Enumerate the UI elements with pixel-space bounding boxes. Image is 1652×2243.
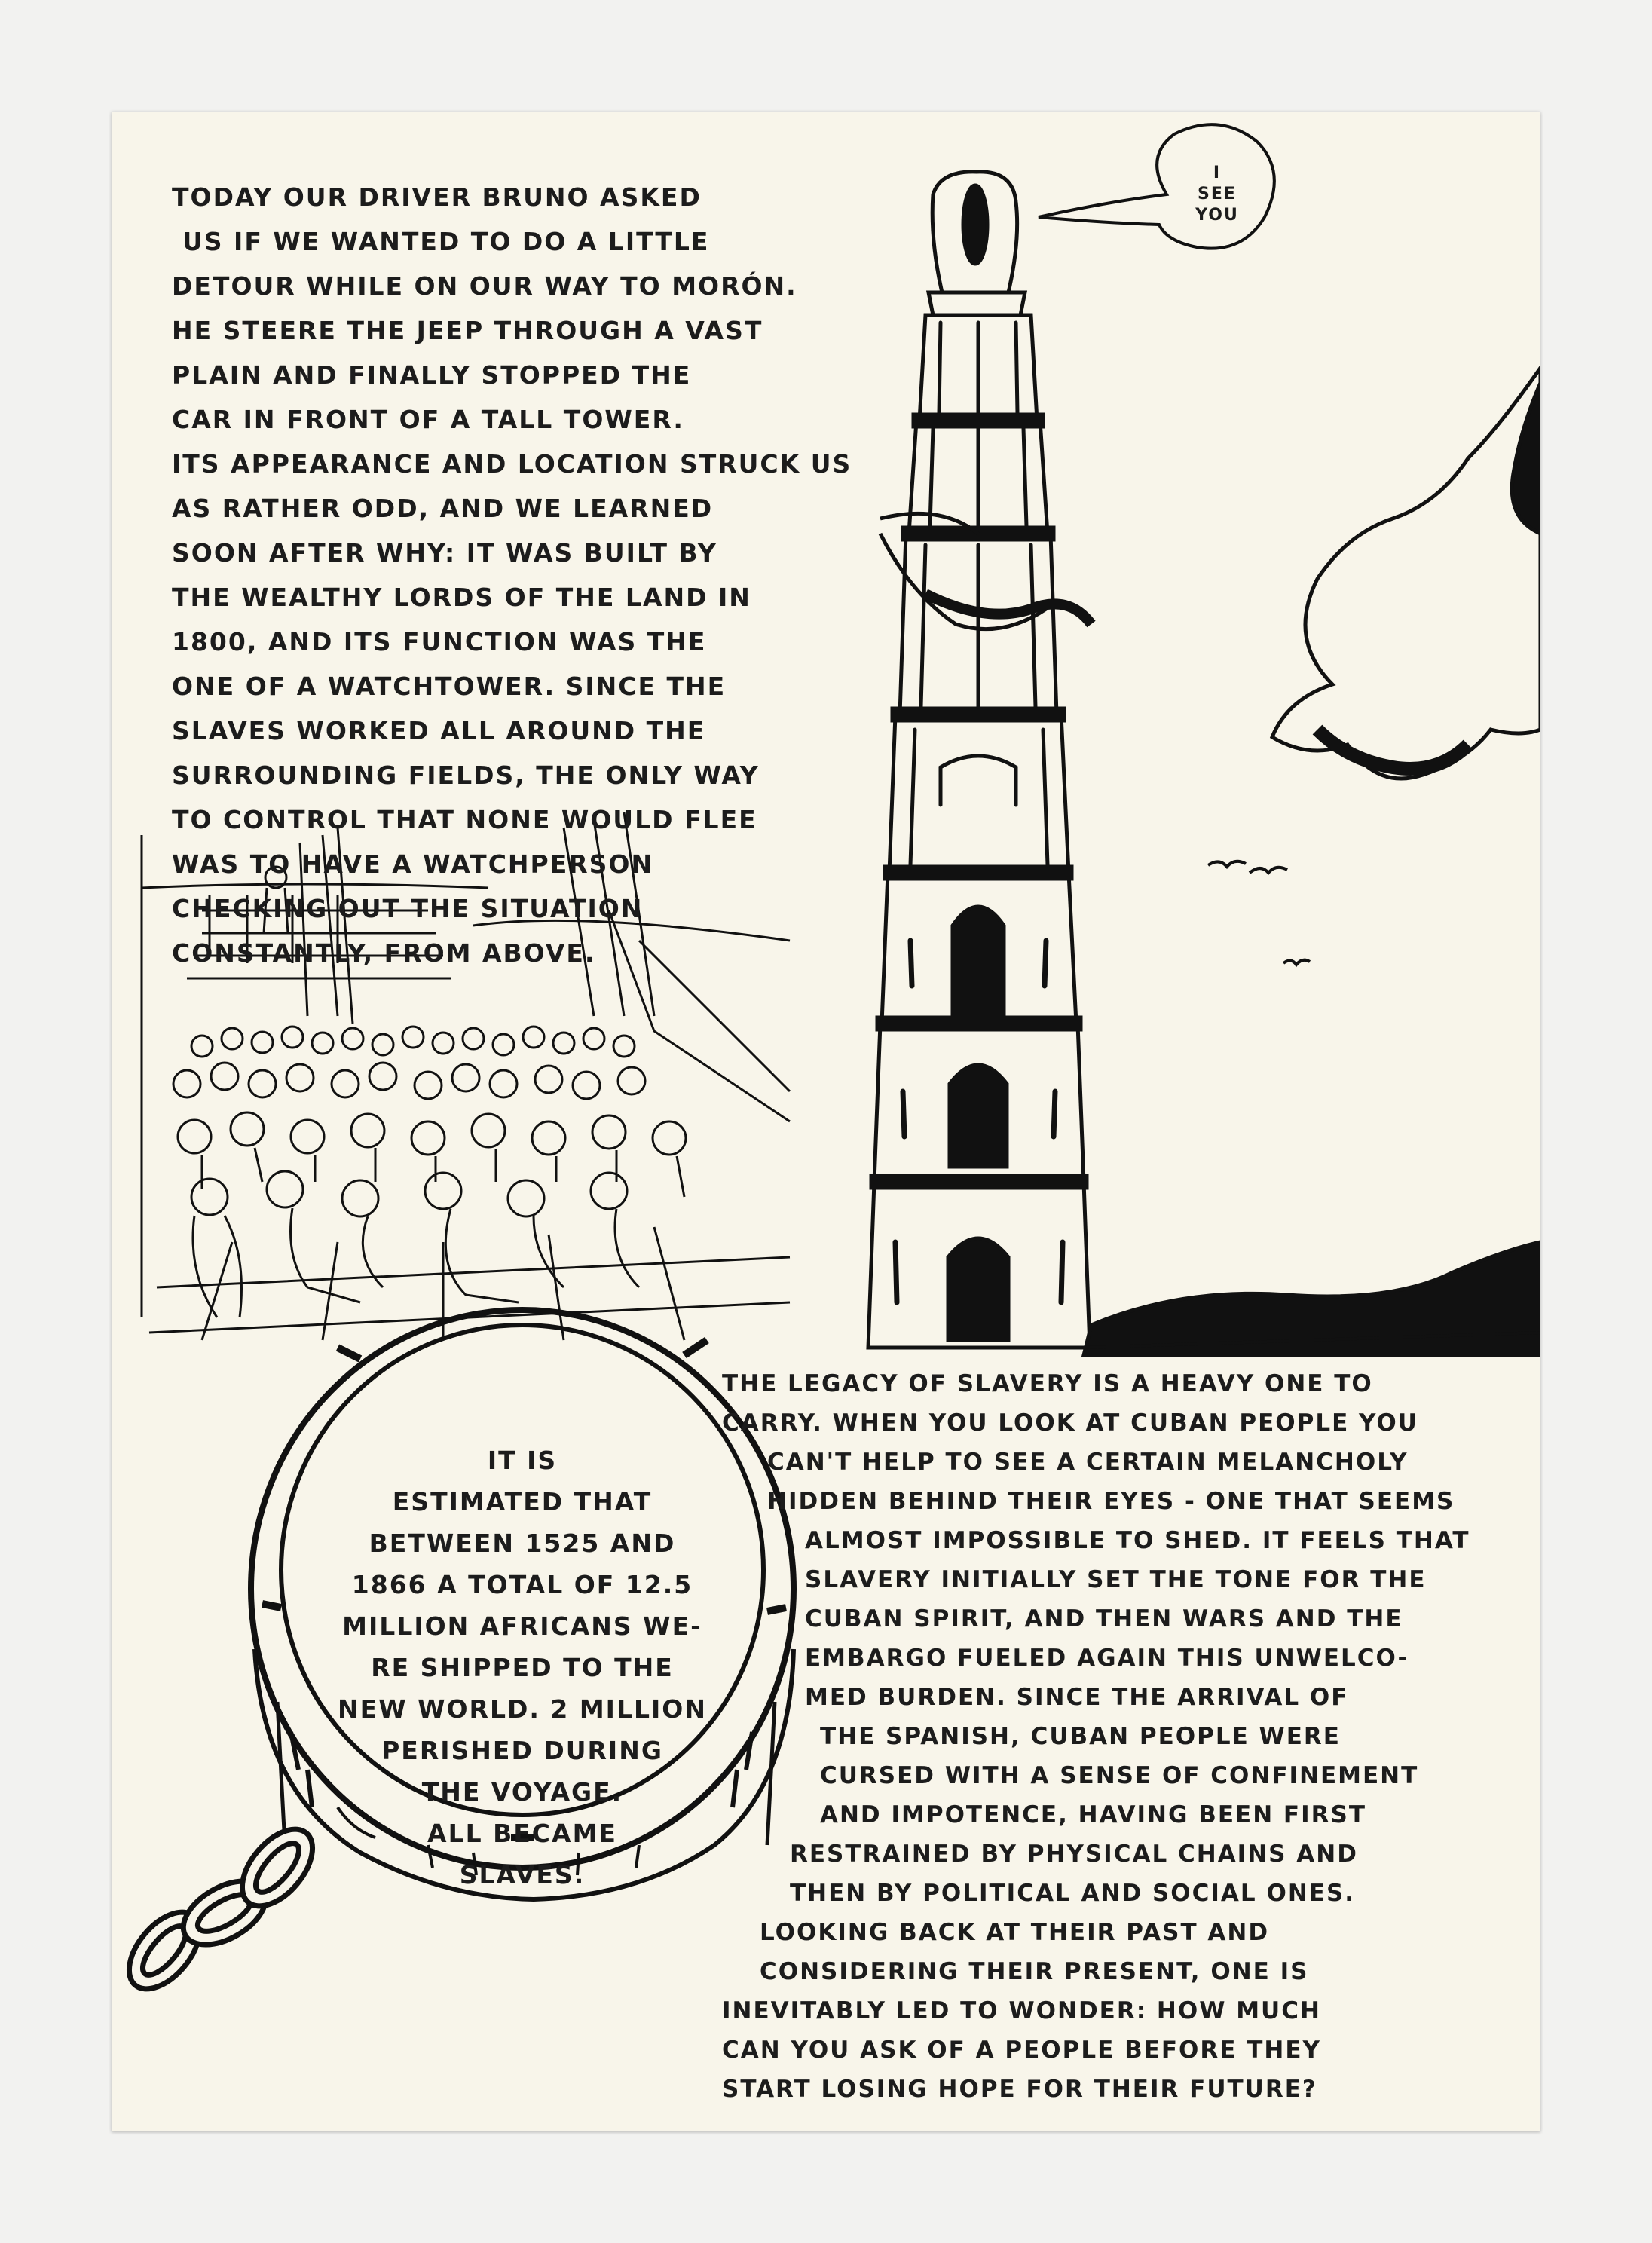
text-line: CUBAN SPIRIT, AND THEN WARS AND THE bbox=[805, 1605, 1403, 1633]
text-line: BETWEEN 1525 AND bbox=[369, 1528, 676, 1558]
text-line: ITS APPEARANCE AND LOCATION STRUCK US bbox=[172, 449, 852, 479]
text-line: ALL BECAME bbox=[427, 1819, 617, 1848]
speech-line: YOU bbox=[1195, 206, 1239, 225]
text-line: THE SPANISH, CUBAN PEOPLE WERE bbox=[820, 1723, 1341, 1750]
text-line: CHECKING OUT THE SITUATION bbox=[172, 894, 644, 923]
text-line: MILLION AFRICANS WE- bbox=[342, 1611, 702, 1641]
speech-line: SEE bbox=[1198, 185, 1237, 203]
text-line: CONSTANTLY, FROM ABOVE. bbox=[172, 938, 596, 968]
text-line: 1800, AND ITS FUNCTION WAS THE bbox=[172, 627, 707, 656]
text-line: ALMOST IMPOSSIBLE TO SHED. IT FEELS THAT bbox=[805, 1527, 1470, 1554]
text-line: SLAVES WORKED ALL AROUND THE bbox=[172, 716, 706, 745]
chain-illustration bbox=[115, 1816, 326, 2002]
text-line: CONSIDERING THEIR PRESENT, ONE IS bbox=[760, 1958, 1309, 1985]
text-line: CARRY. WHEN YOU LOOK AT CUBAN PEOPLE YOU bbox=[722, 1409, 1418, 1437]
text-line: AND IMPOTENCE, HAVING BEEN FIRST bbox=[820, 1801, 1366, 1828]
text-line: 1866 A TOTAL OF 12.5 bbox=[351, 1570, 693, 1599]
legacy-paragraph bbox=[722, 1364, 1536, 2109]
text-line: RE SHIPPED TO THE bbox=[371, 1653, 674, 1682]
text-line: PERISHED DURING bbox=[381, 1736, 663, 1765]
text-line: LOOKING BACK AT THEIR PAST AND bbox=[760, 1919, 1270, 1946]
text-line: SLAVES. bbox=[459, 1860, 586, 1890]
speech-line: I bbox=[1213, 164, 1222, 182]
text-line: THEN BY POLITICAL AND SOCIAL ONES. bbox=[790, 1880, 1356, 1907]
text-line: US IF WE WANTED TO DO A LITTLE bbox=[182, 227, 710, 256]
text-line: SLAVERY INITIALLY SET THE TONE FOR THE bbox=[805, 1566, 1427, 1593]
text-line: AS RATHER ODD, AND WE LEARNED bbox=[172, 494, 714, 523]
text-line: WAS TO HAVE A WATCHPERSON bbox=[172, 849, 654, 879]
text-line: THE LEGACY OF SLAVERY IS A HEAVY ONE TO bbox=[722, 1370, 1373, 1397]
text-line: DETOUR WHILE ON OUR WAY TO MORÓN. bbox=[172, 271, 797, 301]
text-line: THE VOYAGE. bbox=[421, 1777, 623, 1807]
text-line: CURSED WITH A SENSE OF CONFINEMENT bbox=[820, 1762, 1419, 1789]
text-line: CAN YOU ASK OF A PEOPLE BEFORE THEY bbox=[722, 2036, 1321, 2064]
text-line: SOON AFTER WHY: IT WAS BUILT BY bbox=[172, 538, 717, 568]
speech-bubble-text bbox=[1176, 163, 1259, 226]
text-line: MED BURDEN. SINCE THE ARRIVAL OF bbox=[805, 1684, 1349, 1711]
text-line: PLAIN AND FINALLY STOPPED THE bbox=[172, 360, 692, 390]
text-line: TO CONTROL THAT NONE WOULD FLEE bbox=[172, 805, 757, 834]
text-line: TODAY OUR DRIVER BRUNO ASKED bbox=[172, 182, 702, 212]
comic-page bbox=[112, 112, 1540, 2131]
text-line: INEVITABLY LED TO WONDER: HOW MUCH bbox=[722, 1997, 1321, 2024]
text-line: ONE OF A WATCHTOWER. SINCE THE bbox=[172, 672, 727, 701]
text-line: EMBARGO FUELED AGAIN THIS UNWELCO- bbox=[805, 1645, 1409, 1672]
text-line: ESTIMATED THAT bbox=[392, 1487, 653, 1516]
text-line: HIDDEN BEHIND THEIR EYES - ONE THAT SEEMS bbox=[767, 1488, 1455, 1515]
intro-paragraph bbox=[172, 175, 850, 975]
text-line: IT IS bbox=[487, 1446, 558, 1475]
text-line: RESTRAINED BY PHYSICAL CHAINS AND bbox=[790, 1841, 1358, 1868]
shackle-ring-text bbox=[304, 1440, 741, 1896]
text-line: NEW WORLD. 2 MILLION bbox=[338, 1694, 707, 1724]
text-line: HE STEERE THE JEEP THROUGH A VAST bbox=[172, 316, 763, 345]
birds-illustration bbox=[1208, 861, 1310, 965]
text-line: CAN'T HELP TO SEE A CERTAIN MELANCHOLY bbox=[767, 1449, 1409, 1476]
text-line: THE WEALTHY LORDS OF THE LAND IN bbox=[172, 583, 751, 612]
text-line: SURROUNDING FIELDS, THE ONLY WAY bbox=[172, 760, 760, 790]
text-line: CAR IN FRONT OF A TALL TOWER. bbox=[172, 405, 684, 434]
text-line: START LOSING HOPE FOR THEIR FUTURE? bbox=[722, 2076, 1317, 2103]
